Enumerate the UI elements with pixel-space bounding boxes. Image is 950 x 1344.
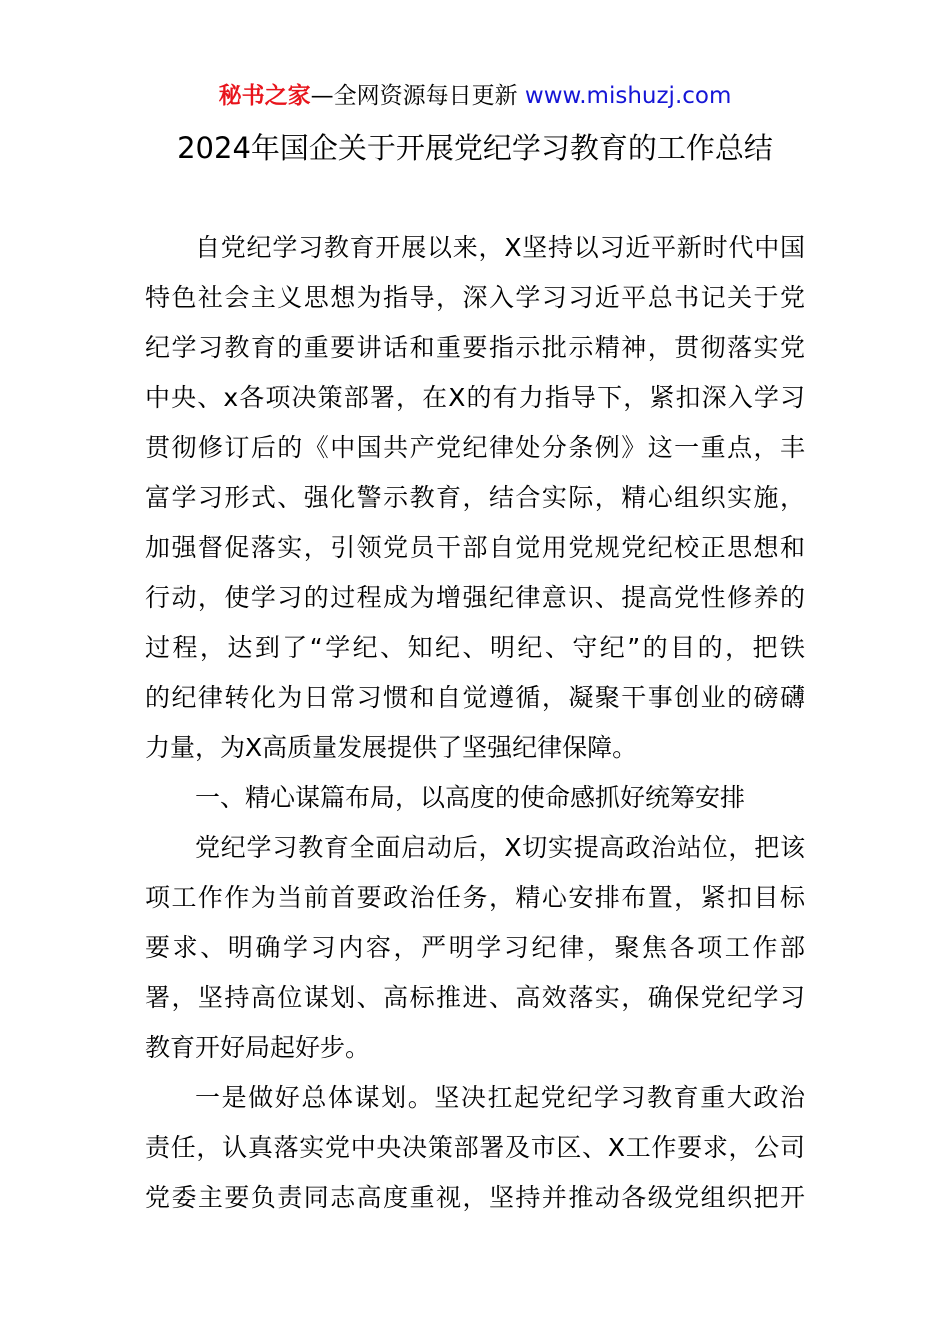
paragraph-line: 力量，为X高质量发展提供了坚强纪律保障。 [145, 733, 638, 762]
document-body [145, 223, 805, 1223]
paragraph-line: 责任，认真落实党中央决策部署及市区、X工作要求，公司 [145, 1133, 805, 1162]
paragraph-line: 署，坚持高位谋划、高标推进、高效落实，确保党纪学习 [145, 983, 805, 1012]
paragraph-line: 行动，使学习的过程成为增强纪律意识、提高党性修养的 [145, 583, 805, 612]
document-title: 2024年国企关于开展党纪学习教育的工作总结 [177, 131, 773, 165]
section-heading: 一、精心谋篇布局，以高度的使命感抓好统筹安排 [195, 783, 746, 812]
paragraph-line: 一是做好总体谋划。坚决扛起党纪学习教育重大政治 [195, 1083, 805, 1112]
site-brand: 秘书之家 [218, 83, 311, 109]
paragraph-line: 贯彻修订后的《中国共产党纪律处分条例》这一重点，丰 [145, 433, 805, 462]
paragraph-line: 自党纪学习教育开展以来，X坚持以习近平新时代中国 [195, 233, 805, 262]
paragraph-line: 加强督促落实，引领党员干部自觉用党规党纪校正思想和 [145, 533, 805, 562]
paragraph-line: 的纪律转化为日常习惯和自觉遵循，凝聚干事创业的磅礴 [145, 683, 805, 712]
paragraph-line: 过程，达到了“学纪、知纪、明纪、守纪”的目的，把铁 [145, 633, 805, 662]
paragraph-line: 教育开好局起好步。 [145, 1033, 371, 1062]
site-header [0, 80, 950, 112]
site-url-link[interactable]: www.mishuzj.com [524, 83, 732, 109]
paragraph-line: 党纪学习教育全面启动后，X切实提高政治站位，把该 [195, 833, 805, 862]
paragraph-line: 特色社会主义思想为指导，深入学习习近平总书记关于党 [145, 283, 805, 312]
paragraph-line: 要求、明确学习内容，严明学习纪律，聚焦各项工作部 [145, 933, 805, 962]
paragraph-line: 中央、x各项决策部署，在X的有力指导下，紧扣深入学习 [145, 383, 805, 412]
paragraph-line: 项工作作为当前首要政治任务，精心安排布置，紧扣目标 [145, 883, 805, 912]
paragraph-line: 纪学习教育的重要讲话和重要指示批示精神，贯彻落实党 [145, 333, 805, 362]
paragraph-line: 富学习形式、强化警示教育，结合实际，精心组织实施， [145, 483, 805, 512]
paragraph-line: 党委主要负责同志高度重视，坚持并推动各级党组织把开 [145, 1183, 805, 1212]
site-slogan: —全网资源每日更新 [310, 83, 518, 109]
